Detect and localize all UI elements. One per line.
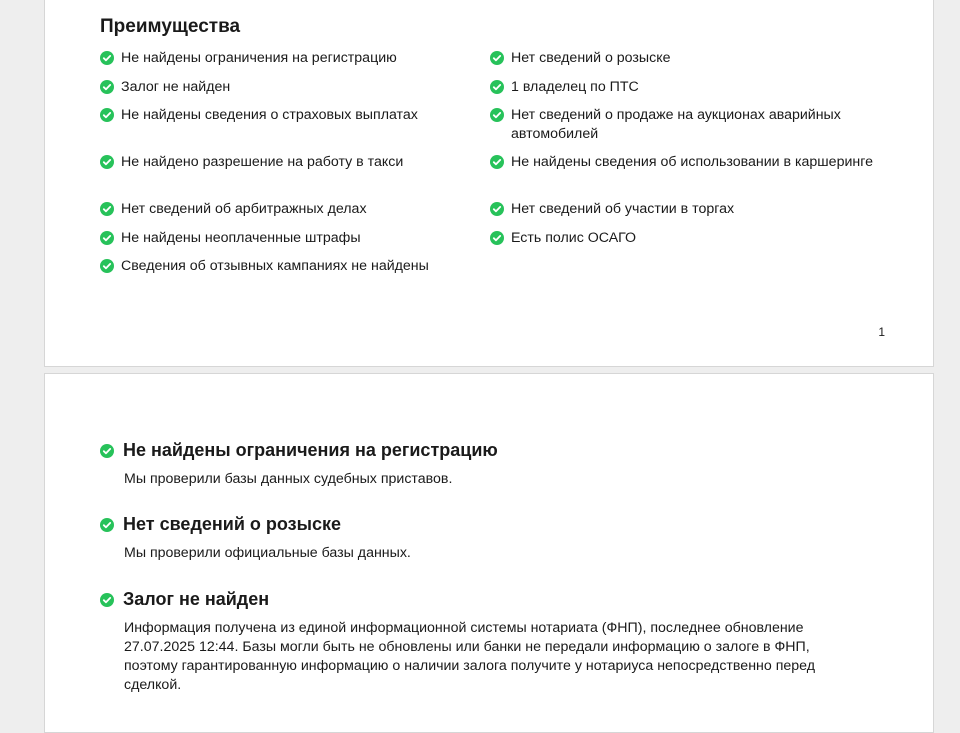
advantage-label: Не найдено разрешение на работу в такси	[121, 154, 404, 170]
advantage-item	[100, 49, 490, 68]
check-circle-icon	[100, 80, 114, 94]
check-circle-icon	[100, 593, 114, 607]
check-circle-icon	[490, 231, 504, 245]
advantage-item	[490, 229, 880, 248]
advantage-label: Не найдены ограничения на регистрацию	[121, 50, 397, 66]
advantage-item	[100, 257, 490, 276]
advantages-title: Преимущества	[100, 16, 241, 37]
advantage-label: Нет сведений об арбитражных делах	[121, 201, 367, 217]
advantage-item	[490, 200, 880, 219]
advantage-item	[100, 78, 490, 97]
check-circle-icon	[100, 518, 114, 532]
detail-section	[100, 440, 840, 489]
advantage-label: Залог не найден	[121, 78, 231, 95]
report-page-1	[44, 0, 934, 367]
report-page-2	[44, 373, 934, 733]
detail-title: Не найдены ограничения на регистрацию	[123, 440, 498, 460]
advantage-item	[100, 153, 490, 190]
check-circle-icon	[100, 202, 114, 216]
advantage-label: Сведения об отзывных кампаниях не найдены	[121, 258, 429, 274]
advantage-label: Нет сведений о продаже на аукционах аварийных автомобилей	[511, 107, 841, 142]
check-circle-icon	[490, 51, 504, 65]
detail-title: Залог не найден	[123, 589, 270, 609]
advantage-label: Не найдены сведения о страховых выплатах	[121, 107, 418, 123]
advantage-item	[490, 153, 880, 190]
check-circle-icon	[490, 108, 504, 122]
advantage-item	[100, 106, 490, 143]
advantages-list	[100, 49, 900, 276]
advantage-item	[100, 229, 490, 248]
check-circle-icon	[490, 80, 504, 94]
check-circle-icon	[100, 231, 114, 245]
check-circle-icon	[100, 259, 114, 273]
check-circle-icon	[490, 202, 504, 216]
detail-text: Мы проверили базы данных судебных приставов.	[124, 471, 453, 487]
advantage-label: Не найдены неоплаченные штрафы	[121, 229, 361, 246]
check-circle-icon	[100, 51, 114, 65]
advantage-label: Нет сведений о розыске	[511, 50, 671, 66]
detail-text: Мы проверили официальные базы данных.	[124, 545, 411, 561]
page-number: 1	[878, 325, 885, 339]
detail-section	[100, 514, 840, 563]
check-circle-icon	[100, 444, 114, 458]
advantage-label: 1 владелец по ПТС	[511, 78, 639, 95]
advantage-item	[490, 78, 880, 97]
check-circle-icon	[100, 155, 114, 169]
check-circle-icon	[490, 155, 504, 169]
advantage-label: Есть полис ОСАГО	[511, 229, 637, 246]
detail-title: Нет сведений о розыске	[123, 514, 341, 534]
check-circle-icon	[100, 108, 114, 122]
detail-section	[100, 589, 840, 695]
detail-text: Информация получена из единой информационной системы нотариата (ФНП), последнее обновление 27.07.2025 12:44. Базы могли быть не обновлены или банки не передали информацию о залоге в ФНП, поэтому гарантированную информацию о наличии залога получите у нотариуса непосредственно перед сделкой.	[124, 620, 816, 693]
advantage-item	[490, 49, 880, 68]
advantage-item	[490, 106, 880, 143]
advantage-label: Не найдены сведения об использовании в каршеринге	[511, 154, 873, 170]
advantage-item	[100, 200, 490, 219]
advantage-label: Нет сведений об участии в торгах	[511, 201, 735, 217]
